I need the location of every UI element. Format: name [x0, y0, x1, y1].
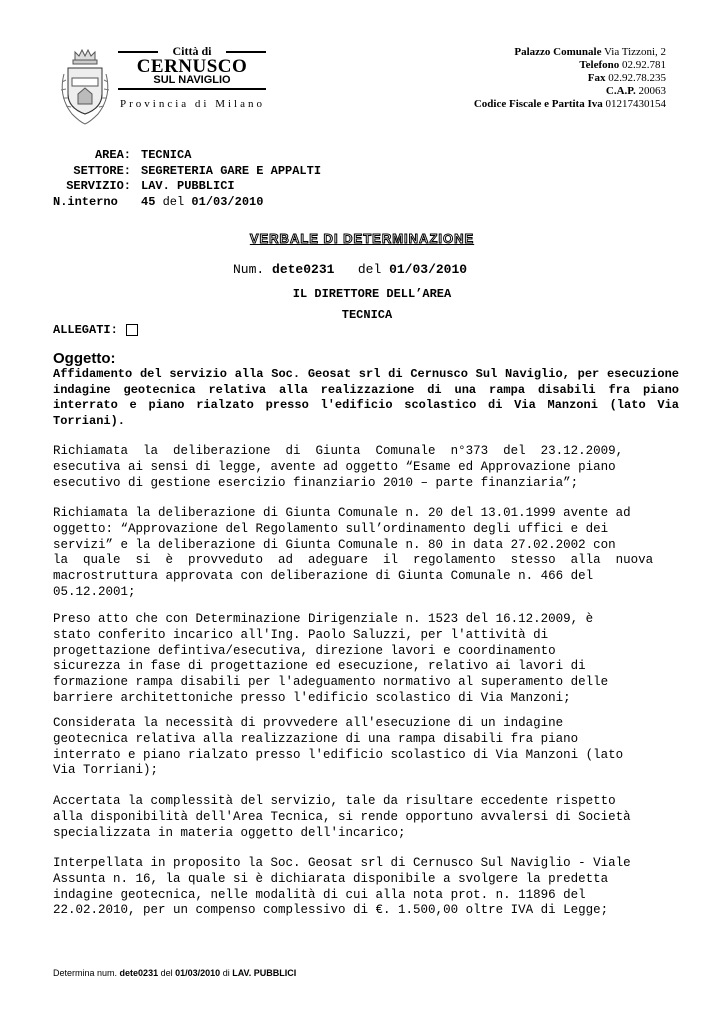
document-title: VERBALE DI DETERMINAZIONE [249, 231, 475, 246]
city-crest-icon [58, 48, 112, 130]
area-heading: TECNICA [341, 308, 393, 322]
determination-number: Num. dete0231 del 01/03/2010 [233, 262, 468, 277]
oggetto-text: Affidamento del servizio alla Soc. Geosat srl di Cernusco Sul Naviglio, per esecuzione indagine geotecnica relativa alla realizzazione di una rampa disabili fra piano interrato e piano rialzato presso l'edificio scolastico di Via Manzoni (lato Via Torriani). [53, 367, 679, 428]
paragraph: Interpellata in proposito la Soc. Geosat srl di Cernusco Sul Naviglio - Viale Assunta n. 16, la quale si è dichiarata disponibile a svolgere la predetta indagine geotecnica, nelle modalità di cui alla nota prot. n. 11896 del 22.02.2010, per un compenso complessivo di €. 1.500,00 oltre IVA di Legge; [53, 856, 631, 918]
paragraph: Richiamata la deliberazione di Giunta Comunale n°373 del 23.12.2009, esecutiva ai sensi di legge, avente ad oggetto “Esame ed Approvazione piano esecutivo di gestione esercizio finanziario 2010 – parte finanziaria”; [53, 444, 624, 490]
allegati-label: ALLEGATI: [53, 323, 118, 337]
allegati-row [53, 323, 138, 337]
oggetto-label: Oggetto: [53, 350, 116, 367]
direttore-heading: IL DIRETTORE DELL’AREA [292, 287, 452, 301]
citta-di-label: Città di [172, 44, 212, 58]
contact-line: Palazzo Comunale Via Tizzoni, 2 [514, 46, 666, 58]
provincia-label: Provincia di Milano [120, 98, 265, 110]
meta-block [53, 148, 321, 210]
meta-row-settore: SETTORE: SEGRETERIA GARE E APPALTI [73, 163, 322, 178]
meta-row-interno: N.interno 45 del 01/03/2010 [53, 194, 264, 209]
contact-line: Telefono 02.92.781 [579, 59, 666, 71]
city-subname: SUL NAVIGLIO [153, 74, 231, 86]
page-footer: Determina num. dete0231 del 01/03/2010 di LAV. PUBBLICI [53, 968, 297, 978]
paragraph: Preso atto che con Determinazione Dirigenziale n. 1523 del 16.12.2009, è stato conferito incarico all'Ing. Paolo Saluzzi, per l'attività di progettazione defintiva/esecutiva, direzione lavori e coordinamento sicurezza in fase di progettazione ed esecuzione, relativo ai lavori di formazione rampa disabili per l'adeguamento normativo al superamento delle barriere architettoniche presso l'edificio scolastico di Via Manzoni; [53, 612, 609, 705]
contact-line: Fax 02.92.78.235 [587, 72, 666, 84]
contact-line: C.A.P. 20063 [605, 85, 666, 97]
paragraph: Considerata la necessità di provvedere all'esecuzione di un indagine geotecnica relativa alla realizzazione di una rampa disabili fra piano interrato e piano rialzato presso l'edificio scolastico di Via Manzoni (lato Via Torriani); [53, 716, 624, 778]
allegati-checkbox[interactable] [126, 324, 138, 336]
contacts-block [406, 46, 666, 111]
meta-row-area: AREA: TECNICA [94, 148, 192, 162]
contact-line: Codice Fiscale e Partita Iva 01217430154 [473, 98, 666, 110]
city-name: CERNUSCO [136, 56, 248, 77]
paragraph: Richiamata la deliberazione di Giunta Comunale n. 20 del 13.01.1999 avente ad oggetto: “Approvazione del Regolamento sull’ordinamento degli uffici e dei servizi” e la deliberazione di Giunta Comunale n. 80 in data 27.02.2002 con la quale si è provveduto ad adeguare il regolamento stesso alla nuova macrostruttura approvata con deliberazione di Giunta Comunale n. 466 del 05.12.2001; [53, 506, 654, 599]
meta-row-servizio: SERVIZIO: LAV. PUBBLICI [66, 179, 235, 193]
paragraph: Accertata la complessità del servizio, tale da risultare eccedente rispetto alla disponibilità dell'Area Tecnica, si rende opportuno avvalersi di Società specializzata in materia oggetto dell'incarico; [53, 794, 631, 840]
